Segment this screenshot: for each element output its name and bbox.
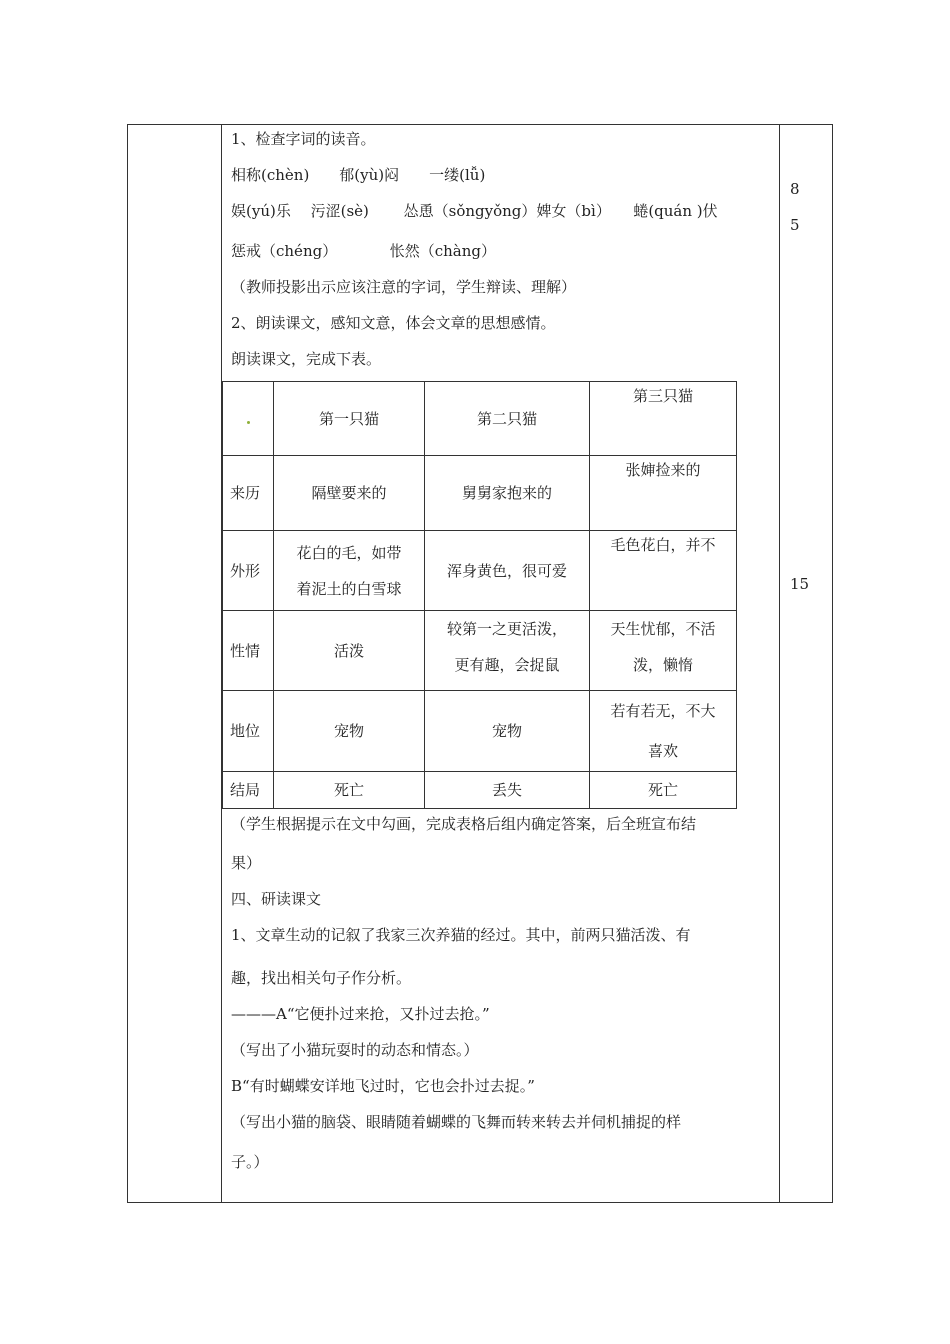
table-cell: 丢失 bbox=[425, 772, 590, 809]
table-cell: 天生忧郁，不活 泼，懒惰 bbox=[590, 611, 737, 691]
table-header-cell: 第一只猫 bbox=[274, 382, 425, 456]
table-cell: 浑身黄色，很可爱 bbox=[425, 531, 590, 611]
text-line: （写出了小猫玩耍时的动态和情态。） bbox=[231, 1041, 479, 1059]
text-line: 1、检查字词的读音。 bbox=[231, 130, 376, 148]
table-cell: 花白的毛，如带 着泥土的白雪球 bbox=[274, 531, 425, 611]
table-header-cell: 第三只猫 bbox=[590, 382, 737, 456]
column-divider-right bbox=[779, 125, 780, 1202]
table-row bbox=[223, 611, 737, 691]
table-cell: 宠物 bbox=[425, 691, 590, 772]
time-value: 15 bbox=[790, 575, 810, 593]
text-line: （写出小猫的脑袋、眼睛随着蝴蝶的飞舞而转来转去并伺机捕捉的样 bbox=[231, 1113, 682, 1131]
time-value: 5 bbox=[790, 216, 800, 234]
text-line: 1、文章生动的记叙了我家三次养猫的经过。其中，前两只猫活泼、有 bbox=[231, 926, 691, 944]
row-label: 性情 bbox=[223, 611, 274, 691]
table-header-cell bbox=[223, 382, 274, 456]
table-cell: 宠物 bbox=[274, 691, 425, 772]
text-line: 惩戒（chéng） 怅然（chàng） bbox=[231, 242, 496, 260]
table-cell: 死亡 bbox=[590, 772, 737, 809]
table-row bbox=[223, 456, 737, 531]
text-line: 子。） bbox=[231, 1153, 269, 1171]
lesson-plan-frame bbox=[127, 124, 833, 1203]
text-line: 朗读课文，完成下表。 bbox=[231, 350, 382, 368]
table-cell: 隔壁要来的 bbox=[274, 456, 425, 531]
table-row bbox=[223, 772, 737, 809]
table-cell: 较第一之更活泼， 更有趣，会捉鼠 bbox=[425, 611, 590, 691]
table-cell: 活泼 bbox=[274, 611, 425, 691]
cat-comparison-table bbox=[222, 381, 737, 809]
table-cell: 毛色花白，并不 bbox=[590, 531, 737, 611]
row-label: 来历 bbox=[223, 456, 274, 531]
text-line: 趣，找出相关句子作分析。 bbox=[231, 969, 412, 987]
table-cell: 舅舅家抱来的 bbox=[425, 456, 590, 531]
table-header-cell: 第二只猫 bbox=[425, 382, 590, 456]
dot-mark bbox=[247, 421, 250, 424]
table-row bbox=[223, 531, 737, 611]
text-line: （教师投影出示应该注意的字词，学生辩读、理解） bbox=[231, 278, 577, 296]
table-header-row bbox=[223, 382, 737, 456]
text-line: 果） bbox=[231, 854, 262, 872]
text-line: ———A“它便扑过来抢，又扑过去抢。” bbox=[231, 1005, 490, 1023]
row-label: 结局 bbox=[223, 772, 274, 809]
table-row bbox=[223, 691, 737, 772]
table-cell: 若有若无，不大 喜欢 bbox=[590, 691, 737, 772]
time-value: 8 bbox=[790, 180, 800, 198]
text-line: 娱(yú)乐 污涩(sè) 怂恿（sǒngyǒng）婢女（bì） 蜷(quán )伏 bbox=[231, 202, 718, 220]
text-line: 四、研读课文 bbox=[231, 890, 322, 908]
text-line: 相称(chèn) 郁(yù)闷 一缕(lǚ) bbox=[231, 166, 486, 184]
row-label: 地位 bbox=[223, 691, 274, 772]
row-label: 外形 bbox=[223, 531, 274, 611]
text-line: B“有时蝴蝶安详地飞过时，它也会扑过去捉。” bbox=[231, 1077, 535, 1095]
table-cell: 死亡 bbox=[274, 772, 425, 809]
table-cell: 张婶捡来的 bbox=[590, 456, 737, 531]
text-line: （学生根据提示在文中勾画，完成表格后组内确定答案，后全班宣布结 bbox=[231, 815, 697, 833]
text-line: 2、朗读课文，感知文意，体会文章的思想感情。 bbox=[231, 314, 556, 332]
